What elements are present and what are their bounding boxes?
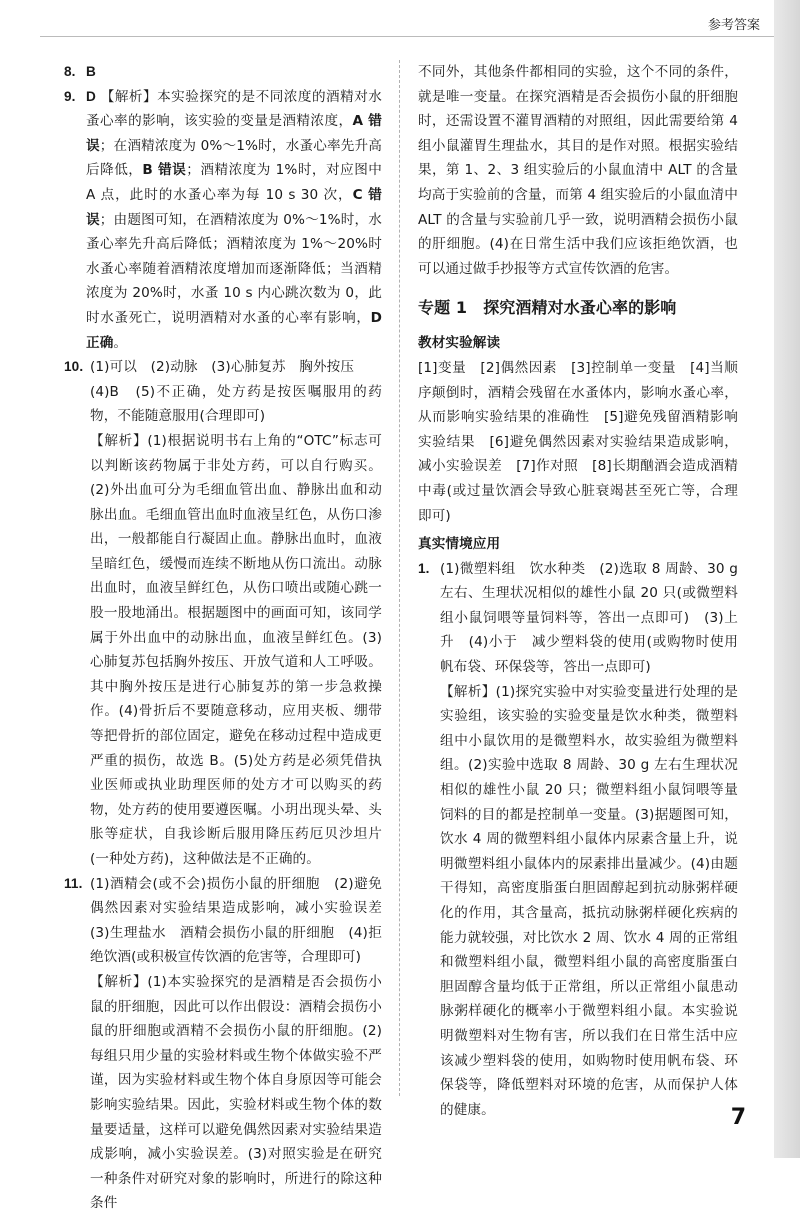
option-verdict: B 错误 — [142, 162, 187, 179]
option-verdict: A 错误 — [86, 113, 382, 154]
explanation-part: ；酒精浓度为 1%时，对应图中 A 点，此时的水蚤心率为每 10 s 30 次， — [86, 162, 383, 203]
explanation-part: ；在酒精浓度为 0%～1%时，水蚤心率先升高后降低， — [86, 137, 382, 179]
page-edge-shade — [774, 0, 800, 1158]
answer-line: (1)可以 (2)动脉 (3)心肺复苏 胸外按压 — [90, 359, 355, 376]
question-number: 10. — [64, 359, 84, 375]
option-verdict: D 正确 — [86, 309, 382, 351]
explanation: 【解析】(1)探究实验中对实验变量进行处理的是实验组，该实验的实验变量是饮水种类，微塑料组中小鼠饮用的是微塑料水，故实验组为微塑料组。(2)实验中选取 8 周龄、30 g 左右生理状况相似的雄性小鼠 20 只；微塑料组小鼠饲喂等量饲料的目的都是控制单一变量。(3)据题图可知，饮水 4 周的微塑料组小鼠体内尿素含量上升，说明微塑料组小鼠体内的尿素排出量减少。(4)由题干得知，高密度脂蛋白胆固醇起到抗动脉粥样硬化的作用，其含量高，抵抗动脉粥样硬化疾病的能力就较强，对比饮水 2 周、饮水 4 周的正常组和微塑料组小鼠，微塑料组小鼠的高密度脂蛋白胆固醇含量均低于正常组，所以正常组小鼠患动脉粥样硬化的概率小于微塑料组小鼠。本实验说明微塑料对生物有害，所以我们在日常生活中应该减少塑料袋的使用，如购物时使用帆布袋、环保袋等，降低塑料对环境的危害，从而保护人体的健康。 — [440, 683, 738, 1118]
question-number: 1. — [418, 560, 430, 576]
explanation-continued: 不同外，其他条件都相同的实验，这个不同的条件，就是唯一变量。在探究酒精是否会损伤小鼠的肝细胞时，还需设置不灌胃酒精的对照组，因此需要给第 4 组小鼠灌胃生理盐水，其目的是作对照。根据实验结果，第 1、2、3 组实验后的小鼠血清中 ALT 的含量均高于实验前的含量，而第 4 组实验后的小鼠血清中 ALT 的含量与实验前几乎一致，说明酒精会损伤小鼠的肝细胞。(4)在日常生活中我们应该拒绝饮酒，也可以通过做手抄报等方式宣传饮酒的危害。 — [418, 64, 738, 277]
right-column — [418, 60, 738, 1122]
section-heading: 真实情境应用 — [418, 536, 501, 553]
question-8 — [64, 60, 382, 85]
explanation-part: 【解析】本实验探究的是不同浓度的酒精对水蚤心率的影响，该实验的变量是酒精浓度， — [86, 88, 382, 130]
answer-line: (1)酒精会(或不会)损伤小鼠的肝细胞 (2)避免偶然因素对实验结果造成影响，减小实验误差 (3)生理盐水 酒精会损伤小鼠的肝细胞 (4)拒绝饮酒(或积极宣传饮酒的危害等，合理即可) — [90, 875, 396, 966]
explanation-part: ；由题图可知，在酒精浓度为 0%～1%时，水蚤心率先升高后降低；酒精浓度为 1%～20%时水蚤心率随着酒精浓度增加而逐渐降低；当酒精浓度为 20%时，水蚤 10 s 内心跳次数为 0，此时水蚤死亡，说明酒精对水蚤的心率有影响， — [86, 211, 382, 326]
left-column — [64, 60, 396, 1216]
question-10 — [64, 355, 382, 871]
option-verdict: C 错误 — [86, 186, 382, 228]
header-divider — [40, 36, 774, 37]
question-11 — [64, 872, 396, 1216]
question-number: 8. — [64, 64, 76, 79]
header-label: 参考答案 — [707, 18, 760, 33]
question-number: 9. — [64, 88, 76, 104]
explanation: 【解析】(1)根据说明书右上角的“OTC”标志可以判断该药物属于非处方药，可以自行购买。(2)外出血可分为毛细血管出血、静脉出血和动脉出血。毛细血管出血时血液呈红色，从伤口渗出，一般都能自行凝固止血。静脉出血时，血液呈暗红色，缓慢而连续不断地从伤口流出。动脉出血时，血液呈鲜红色，从伤口喷出或随心跳一股一股地涌出。根据题图中的画面可知，该同学属于外出血中的动脉出血，血液呈鲜红色。(3)心肺复苏包括胸外按压、开放气道和人工呼吸。其中胸外按压是进行心肺复苏的第一步急救操作。(4)骨折后不要随意移动，应用夹板、绷带等把骨折的部位固定，避免在移动过程中造成更严重的损伤，故选 B。(5)处方药是必须凭借执业医师或执业助理医师的处方才可以购买的药物，处方药的使用要遵医嘱。小玥出现头晕、头胀等症状，自我诊断后服用降压药厄贝沙坦片(一种处方药)，这种做法是不正确的。 — [90, 432, 382, 867]
answer-line: (4)B (5)不正确，处方药是按医嘱服用的药物，不能随意服用(合理即可) — [90, 383, 382, 425]
explanation-part: 。 — [113, 334, 128, 351]
answer: D — [86, 88, 96, 104]
question-number: 11. — [64, 875, 83, 891]
answer-line: (1)微塑料组 饮水种类 (2)选取 8 周龄、30 g 左右、生理状况相似的雄性小鼠 20 只(或微塑料组小鼠饲喂等量饲料等，答出一点即可) (3)上升 (4)小于 减少塑料袋的使用(或购物时使用帆布袋、环保袋等，答出一点即可) — [440, 560, 738, 676]
topic-heading: 专题 1 探究酒精对水蚤心率的影响 — [418, 298, 677, 318]
question-9 — [64, 85, 382, 356]
question-1 — [418, 557, 738, 1123]
section-heading: 教材实验解读 — [418, 335, 501, 352]
page-number: 7 — [730, 1105, 746, 1130]
column-divider — [399, 60, 400, 1096]
answer: B — [86, 64, 96, 79]
explanation: 【解析】(1)本实验探究的是酒精是否会损伤小鼠的肝细胞，因此可以作出假设：酒精会损伤小鼠的肝细胞或酒精不会损伤小鼠的肝细胞。(2)每组只用少量的实验材料或生物个体做实验不严谨，因为实验材料或生物个体自身原因等可能会影响实验结果。因此，实验材料或生物个体的数量要适量，这样可以避免偶然因素对实验结果造成影响，减小实验误差。(3)对照实验是在研究一种条件对研究对象的影响时，所进行的除这种条件 — [90, 973, 382, 1212]
section-text: [1]变量 [2]偶然因素 [3]控制单一变量 [4]当顺序颠倒时，酒精会残留在水蚤体内，影响水蚤心率，从而影响实验结果的准确性 [5]避免残留酒精影响实验结果 [6]避免偶然因素对实验结果造成影响，减小实验误差 [7]作对照 [8]长期酗酒会造成酒精中毒(或过量饮酒会导致心脏衰竭甚至死亡等，合理即可) — [418, 359, 738, 524]
